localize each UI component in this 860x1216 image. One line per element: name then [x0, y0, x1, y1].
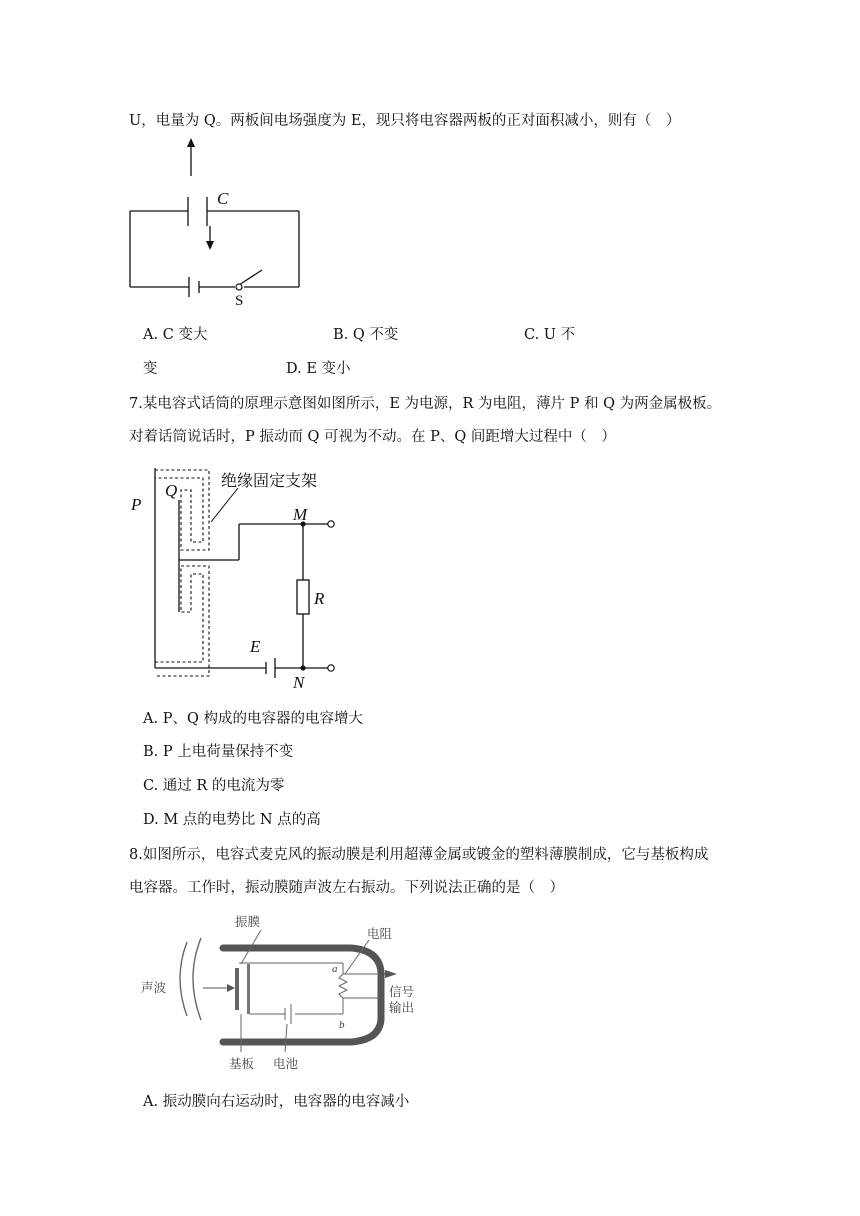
q7-option-b[interactable]: B. P 上电荷量保持不变: [143, 744, 294, 760]
insulating-support-upper: [155, 470, 209, 550]
label-sound-wave: 声波: [141, 980, 167, 995]
insulating-support-lower: [155, 566, 209, 676]
q7-option-d[interactable]: D. M 点的电势比 N 点的高: [143, 812, 321, 828]
label-signal: 信号: [389, 984, 415, 999]
q6-circuit-figure: [125, 138, 325, 308]
label-n: N: [293, 673, 305, 692]
label-output: 输出: [389, 1000, 415, 1015]
label-p: P: [131, 495, 142, 514]
q8-stem-line2: 电容器。工作时，振动膜随声波左右振动。下列说法正确的是（ ）: [129, 880, 564, 896]
capacitor-label: C: [217, 189, 229, 208]
label-e: E: [250, 637, 261, 656]
q8-microphone-figure: [135, 912, 435, 1072]
microphone-housing: [223, 948, 381, 1042]
q6-option-d[interactable]: D. E 变小: [286, 361, 351, 377]
q7-option-a[interactable]: A. P、Q 构成的电容器的电容增大: [143, 711, 363, 727]
label-b: b: [339, 1019, 345, 1031]
q6-option-a[interactable]: A. C 变大: [143, 327, 208, 343]
q6-option-c[interactable]: C. U 不: [524, 327, 576, 343]
q7-stem-line2: 对着话筒说话时，P 振动而 Q 可视为不动。在 P、Q 间距增大过程中（ ）: [129, 429, 616, 445]
label-a: a: [332, 963, 338, 975]
sound-wave-icon: [180, 942, 187, 1016]
label-r: R: [314, 589, 325, 608]
label-diaphragm: 振膜: [235, 914, 261, 929]
resistor-icon: [339, 974, 347, 1014]
q6-option-b[interactable]: B. Q 不变: [333, 327, 399, 343]
label-q: Q: [165, 481, 178, 500]
label-m: M: [293, 505, 308, 524]
switch-label: S: [235, 293, 244, 309]
label-base-plate: 基板: [229, 1056, 255, 1071]
q7-option-c[interactable]: C. 通过 R 的电流为零: [143, 778, 285, 794]
q8-option-a[interactable]: A. 振动膜向右运动时，电容器的电容减小: [143, 1094, 410, 1110]
label-battery: 电池: [273, 1056, 299, 1071]
q6-option-c-cont: 变: [143, 361, 158, 377]
q7-microphone-figure: [125, 462, 365, 692]
base-plate: [247, 964, 250, 1014]
resistor-r: [297, 580, 309, 614]
q6-stem: U，电量为 Q。两板间电场强度为 E，现只将电容器两板的正对面积减小，则有（ ）: [129, 113, 681, 129]
label-resistor: 电阻: [367, 926, 393, 941]
switch-icon: [239, 270, 262, 285]
insulating-support-label: 绝缘固定支架: [221, 471, 318, 490]
diaphragm: [235, 968, 239, 1010]
q7-stem-line1: 7.某电容式话筒的原理示意图如图所示，E 为电源，R 为电阻，薄片 P 和 Q 为两金属极板。: [129, 396, 722, 412]
q8-stem-line1: 8.如图所示，电容式麦克风的振动膜是利用超薄金属或镀金的塑料薄膜制成，它与基板构成: [129, 847, 709, 863]
